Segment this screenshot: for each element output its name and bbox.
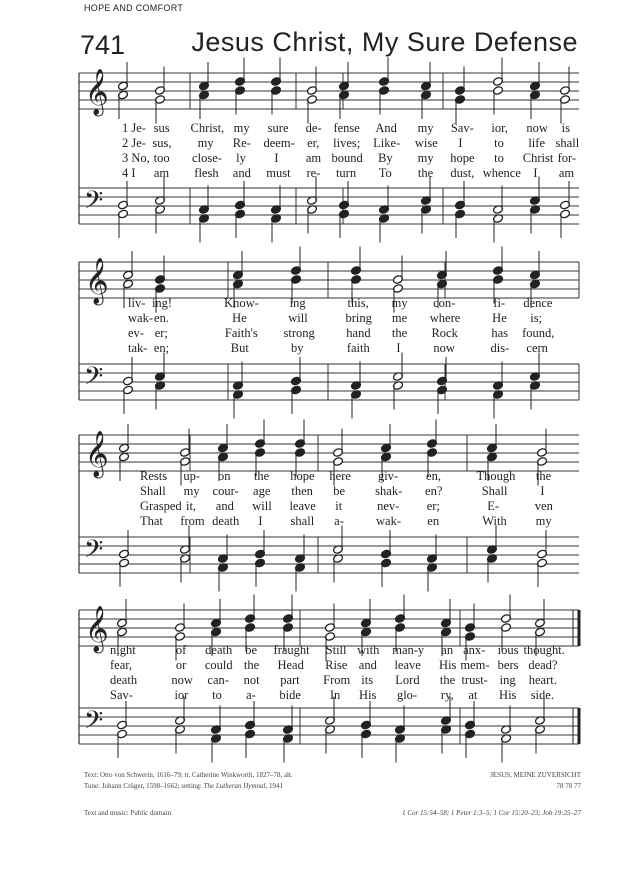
lyric-syllable: not <box>243 673 260 687</box>
lyric-line <box>0 121 640 136</box>
lyric-line <box>0 484 640 499</box>
lyric-syllable: be <box>245 643 258 657</box>
lyric-syllable: night <box>110 643 136 657</box>
lyric-syllable: With <box>482 514 507 528</box>
lyric-syllable: ven <box>534 499 553 513</box>
lyric-syllable: re- <box>306 166 321 180</box>
treble-clef-icon: 𝄞 <box>85 431 109 477</box>
lyric-syllable: er, <box>307 136 320 150</box>
lyric-syllable: it <box>335 499 343 513</box>
lyric-syllable: now <box>526 121 548 135</box>
lyric-syllable: is; <box>530 311 543 325</box>
lyric-syllable: And <box>375 121 397 135</box>
lyric-syllable: then <box>291 484 313 498</box>
lyric-syllable: the <box>253 469 270 483</box>
lyric-syllable: will <box>252 499 272 513</box>
lyric-line <box>0 311 640 326</box>
lyric-syllable: 4 I <box>122 166 136 180</box>
lyric-syllable: found, <box>522 326 555 340</box>
lyric-syllable: shall <box>555 136 580 150</box>
lyric-syllable: dis- <box>490 341 510 355</box>
lyric-line <box>0 643 640 658</box>
lyric-syllable: leave <box>289 499 316 513</box>
lyric-syllable: death <box>212 514 240 528</box>
lyric-syllable: cour- <box>212 484 239 498</box>
section-heading: HOPE AND COMFORT <box>84 3 184 13</box>
lyric-line <box>0 658 640 673</box>
lyric-syllable: the <box>243 658 260 672</box>
lyric-syllable: sure <box>267 121 289 135</box>
lyric-syllable: lives; <box>333 136 361 150</box>
lyric-syllable: will <box>288 311 308 325</box>
meter: 78 78 77 <box>556 782 581 790</box>
lyric-syllable: ior, <box>491 121 508 135</box>
lyric-syllable: my <box>183 484 200 498</box>
lyric-syllable: up- <box>183 469 201 483</box>
rights-notice: Text and music: Public domain <box>84 809 171 817</box>
lyric-syllable: a- <box>246 688 256 702</box>
lyric-syllable: Sav- <box>110 688 133 702</box>
lyric-syllable: ly <box>236 151 246 165</box>
lyric-syllable: can- <box>207 673 229 687</box>
lyric-syllable: my <box>391 296 408 310</box>
lyric-syllable: the <box>417 166 434 180</box>
lyric-syllable: hope <box>450 151 475 165</box>
lyric-syllable: the <box>391 326 408 340</box>
lyric-syllable: wak- <box>128 311 153 325</box>
lyric-syllable: an <box>441 643 454 657</box>
lyric-syllable: here <box>329 469 351 483</box>
lyric-syllable: the <box>439 673 456 687</box>
lyric-syllable: giv- <box>377 469 399 483</box>
lyric-syllable: 2 Je- <box>122 136 146 150</box>
lyric-syllable: 1 Je- <box>122 121 146 135</box>
lyric-line <box>0 673 640 688</box>
lyric-syllable: I <box>258 514 263 528</box>
lyric-syllable: Faith's <box>224 326 258 340</box>
lyric-syllable: Christ, <box>190 121 225 135</box>
lyric-syllable: my <box>197 136 214 150</box>
lyric-line <box>0 469 640 484</box>
lyric-syllable: too <box>153 151 170 165</box>
lyric-syllable: fense <box>333 121 360 135</box>
lyric-syllable: Sav- <box>450 121 474 135</box>
lyric-syllable: and <box>358 658 377 672</box>
scripture-references: 1 Cor 15:54–58; 1 Peter 1:3–5; 1 Cor 15:20–23; Job 19:25–27 <box>402 809 581 817</box>
lyric-syllable: Shall <box>481 484 508 498</box>
lyric-syllable: Still <box>325 643 347 657</box>
lyric-syllable: could <box>204 658 233 672</box>
lyric-syllable: bound <box>331 151 363 165</box>
lyric-syllable: by <box>291 341 304 355</box>
lyric-syllable: is <box>561 121 571 135</box>
treble-clef-icon: 𝄞 <box>85 606 109 652</box>
lyric-syllable: must <box>266 166 291 180</box>
lyric-syllable: cern <box>526 341 548 355</box>
lyric-syllable: en? <box>425 484 443 498</box>
lyric-syllable: my <box>233 121 250 135</box>
lyric-syllable: for- <box>557 151 577 165</box>
bass-clef-icon: 𝄢 <box>84 706 104 741</box>
lyric-syllable: bers <box>497 658 519 672</box>
lyric-syllable: His <box>499 688 517 702</box>
treble-clef-icon: 𝄞 <box>85 258 109 304</box>
lyric-syllable: de- <box>305 121 322 135</box>
lyric-line <box>0 136 640 151</box>
lyric-syllable: fraught <box>273 643 310 657</box>
lyric-syllable: of <box>175 643 187 657</box>
lyric-line <box>0 151 640 166</box>
lyric-syllable: nev- <box>377 499 400 513</box>
lyric-syllable: my <box>535 514 552 528</box>
lyric-syllable: His <box>439 658 457 672</box>
lyric-syllable: mem- <box>460 658 490 672</box>
lyric-syllable: dence <box>523 296 553 310</box>
lyric-syllable: I <box>533 166 538 180</box>
lyric-syllable: dust, <box>450 166 475 180</box>
lyric-syllable: to <box>212 688 222 702</box>
lyric-syllable: ior <box>174 688 189 702</box>
lyric-syllable: part <box>280 673 300 687</box>
lyric-syllable: me <box>391 311 408 325</box>
lyric-syllable: I <box>458 136 463 150</box>
lyric-syllable: fear, <box>110 658 133 672</box>
lyric-syllable: wise <box>414 136 438 150</box>
lyric-syllable: Lord <box>395 673 420 687</box>
bass-clef-icon: 𝄢 <box>84 535 104 570</box>
lyric-syllable: Though <box>476 469 516 483</box>
lyric-syllable: ing! <box>151 296 173 310</box>
lyric-syllable: wak- <box>376 514 401 528</box>
tune-credit <box>84 782 283 790</box>
lyric-syllable: am <box>153 166 170 180</box>
lyric-syllable: faith <box>346 341 370 355</box>
lyric-syllable: ing <box>499 673 516 687</box>
lyric-syllable: ry, <box>440 688 454 702</box>
lyric-syllable: a- <box>334 514 344 528</box>
lyric-syllable: am <box>305 151 322 165</box>
lyric-syllable: Shall <box>140 484 166 498</box>
lyric-syllable: dead? <box>528 658 558 672</box>
lyric-syllable: heart. <box>528 673 557 687</box>
lyric-line <box>0 514 640 529</box>
lyric-syllable: In <box>329 688 341 702</box>
lyric-line <box>0 166 640 181</box>
lyric-syllable: sus, <box>152 136 172 150</box>
lyric-syllable: and <box>232 166 251 180</box>
lyric-syllable: To <box>378 166 392 180</box>
lyric-syllable: side. <box>530 688 554 702</box>
lyric-line <box>0 499 640 514</box>
lyric-syllable: I <box>396 341 401 355</box>
lyric-syllable: ev- <box>128 326 144 340</box>
lyric-syllable: He <box>232 311 247 325</box>
lyric-line <box>0 296 640 311</box>
bass-clef-icon: 𝄢 <box>84 186 104 221</box>
lyric-syllable: er; <box>426 499 440 513</box>
lyric-syllable: be <box>333 484 346 498</box>
lyric-syllable: Rise <box>325 658 348 672</box>
lyric-syllable: sus <box>153 121 170 135</box>
lyric-syllable: anx- <box>463 643 486 657</box>
lyric-syllable: bide <box>279 688 301 702</box>
lyric-syllable: tak- <box>128 341 148 355</box>
lyric-syllable: thought. <box>523 643 565 657</box>
tune-credit-book: The Lutheran Hymnal <box>203 782 266 790</box>
tune-credit-prefix: Tune: Johann Crüger, 1598–1662; setting: <box>84 782 204 790</box>
lyric-syllable: age <box>253 484 271 498</box>
lyric-syllable: en, <box>426 469 441 483</box>
lyric-syllable: But <box>230 341 249 355</box>
lyric-syllable: His <box>359 688 377 702</box>
lyric-syllable: By <box>378 151 393 165</box>
lyric-syllable: en <box>427 514 440 528</box>
lyric-syllable: Rock <box>431 326 458 340</box>
lyric-line <box>0 688 640 703</box>
lyric-syllable: Rests <box>140 469 168 483</box>
hymn-number: 741 <box>80 30 126 60</box>
lyric-syllable: hand <box>346 326 371 340</box>
lyric-syllable: liv- <box>128 296 146 310</box>
lyric-syllable: Re- <box>232 136 251 150</box>
lyric-syllable: this, <box>347 296 369 310</box>
lyric-syllable: en; <box>153 341 170 355</box>
lyric-syllable: fi- <box>493 296 506 310</box>
lyric-syllable: shall <box>290 514 315 528</box>
lyric-line <box>0 341 640 356</box>
hymn-title: Jesus Christ, My Sure Defense <box>191 27 578 57</box>
lyric-syllable: shak- <box>375 484 403 498</box>
lyric-syllable: to <box>494 136 504 150</box>
lyric-syllable: with <box>357 643 380 657</box>
lyric-syllable: and <box>215 499 234 513</box>
lyric-syllable: That <box>140 514 163 528</box>
lyric-syllable: now <box>433 341 455 355</box>
lyric-syllable: leave <box>394 658 421 672</box>
lyric-syllable: E- <box>487 499 500 513</box>
lyric-syllable: its <box>361 673 374 687</box>
lyric-syllable: whence <box>482 166 521 180</box>
lyric-syllable: bring <box>345 311 372 325</box>
lyric-syllable: to <box>494 151 504 165</box>
text-credit: Text: Otto von Schwerin, 1616–79; tr. Catherine Winkworth, 1827–78, alt. <box>84 771 293 779</box>
lyric-syllable: glo- <box>396 688 418 702</box>
lyric-line <box>0 326 640 341</box>
lyric-syllable: ing <box>289 296 306 310</box>
lyric-syllable: death <box>110 673 138 687</box>
lyric-syllable: life <box>528 136 546 150</box>
lyric-syllable: has <box>491 326 509 340</box>
lyric-syllable: hope <box>290 469 315 483</box>
lyric-syllable: turn <box>335 166 357 180</box>
lyric-syllable: or <box>175 658 187 672</box>
lyric-syllable: death <box>205 643 233 657</box>
lyric-syllable: en. <box>154 311 169 325</box>
lyric-syllable: ious <box>497 643 519 657</box>
lyric-syllable: I <box>540 484 545 498</box>
lyric-syllable: con- <box>433 296 456 310</box>
lyric-syllable: at <box>468 688 478 702</box>
lyric-syllable: my <box>417 151 434 165</box>
lyric-syllable: I <box>274 151 279 165</box>
tune-credit-year: , 1941 <box>265 782 283 790</box>
lyric-syllable: it, <box>185 499 197 513</box>
lyric-syllable: the <box>535 469 552 483</box>
lyric-syllable: where <box>429 311 461 325</box>
lyric-syllable: flesh <box>194 166 219 180</box>
lyric-syllable: deem- <box>263 136 295 150</box>
bass-clef-icon: 𝄢 <box>84 362 104 397</box>
lyric-syllable: Head <box>277 658 304 672</box>
treble-clef-icon: 𝄞 <box>85 69 109 115</box>
lyric-syllable: strong <box>283 326 315 340</box>
lyric-syllable: am <box>558 166 575 180</box>
lyric-syllable: on <box>218 469 231 483</box>
lyric-syllable: From <box>323 673 351 687</box>
lyric-syllable: er; <box>154 326 168 340</box>
lyric-syllable: my <box>417 121 434 135</box>
lyric-syllable: Like- <box>373 136 401 150</box>
lyric-syllable: from <box>180 514 205 528</box>
lyric-syllable: man-y <box>392 643 425 657</box>
lyric-syllable: 3 No, <box>122 151 150 165</box>
lyric-syllable: trust- <box>461 673 488 687</box>
lyric-syllable: Grasped <box>140 499 182 513</box>
lyric-syllable: now <box>171 673 193 687</box>
lyric-syllable: Know- <box>224 296 259 310</box>
lyric-syllable: He <box>492 311 507 325</box>
tune-name: JESUS, MEINE ZUVERSICHT <box>490 771 581 779</box>
lyric-syllable: close- <box>192 151 222 165</box>
lyric-syllable: Christ <box>522 151 554 165</box>
